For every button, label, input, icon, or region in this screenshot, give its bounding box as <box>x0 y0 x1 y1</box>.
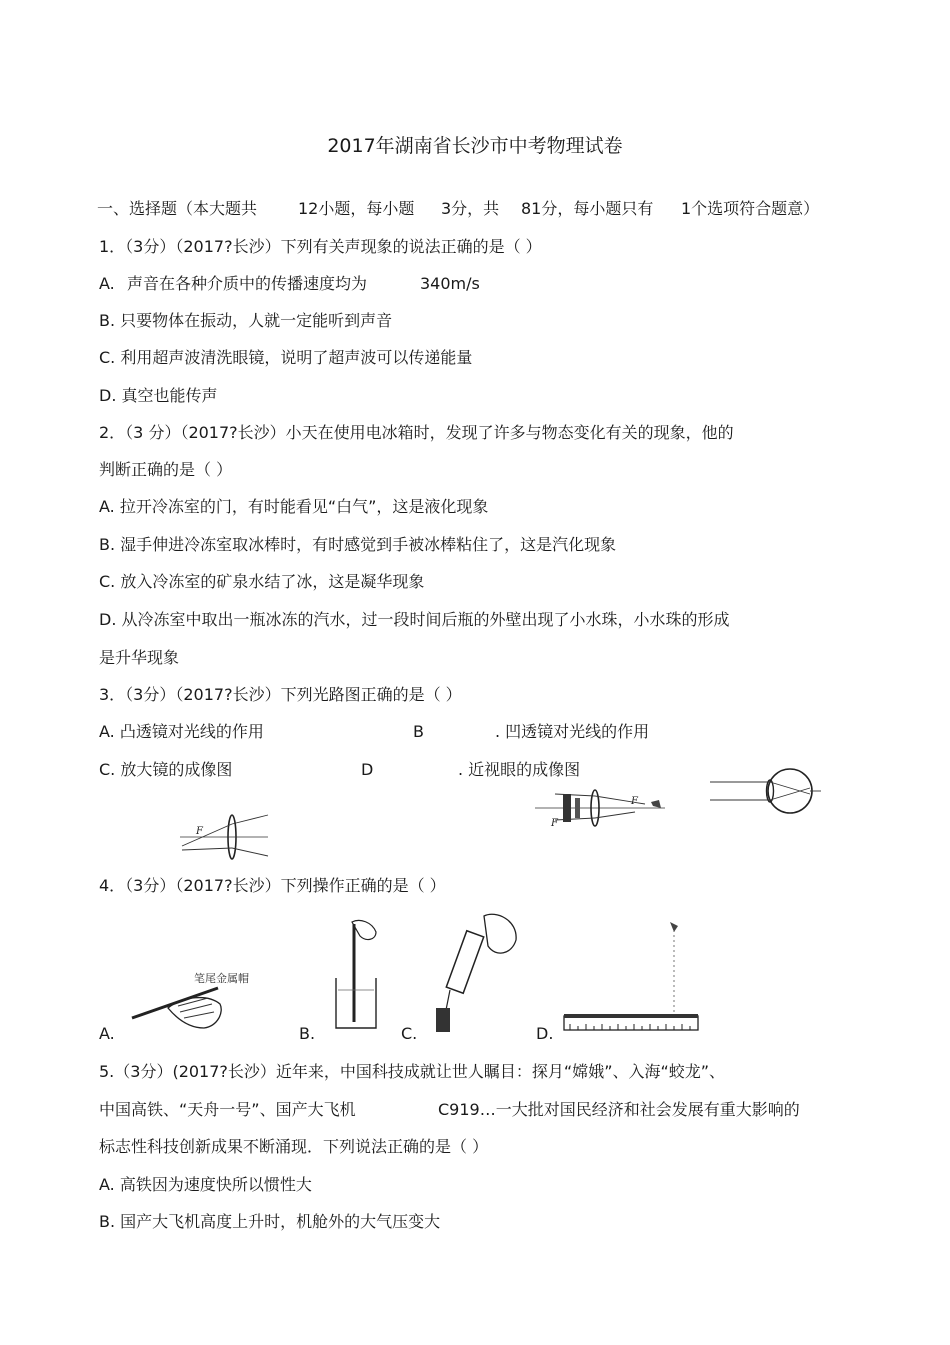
q2-stem-line-1: 2．（3 分）（2017?长沙）小天在使用电冰箱时，发现了许多与物态变化有关的现象，他的 <box>99 423 734 442</box>
q1-option-c: C. 利用超声波清洗眼镜，说明了超声波可以传递能量 <box>99 348 473 367</box>
ruler-measurement-diagram <box>562 918 702 1038</box>
q3-option-b-text: . 凹透镜对光线的作用 <box>495 722 650 741</box>
q5-stem-line-2-part-1: 中国高铁、“天舟一号”、国产大飞机 <box>99 1100 356 1119</box>
q3-option-b-label: B <box>413 722 424 741</box>
q4-option-a: A. <box>99 1024 115 1043</box>
myopia-eye-diagram <box>708 766 823 816</box>
q2-option-d-line-2: 是升华现象 <box>99 648 180 667</box>
section-heading-part-5: 1个选项符合题意） <box>681 199 820 218</box>
q5-stem-line-1: 5.（3分）(2017?长沙）近年来，中国科技成就让世人瞩目：探月“嫦娥”、入海“蛟龙”、 <box>99 1062 726 1081</box>
q2-option-a: A. 拉开冷冻室的门，有时能看见“白气”，这是液化现象 <box>99 497 489 516</box>
section-heading-part-1: 一、选择题（本大题共 <box>97 199 258 218</box>
page-title: 2017年湖南省长沙市中考物理试卷 <box>327 135 623 157</box>
beaker-thermometer-diagram <box>332 918 382 1030</box>
q1-option-b: B. 只要物体在振动，人就一定能听到声音 <box>99 311 393 330</box>
q5-stem-line-2-part-2: C919…一大批对国民经济和社会发展有重大影响的 <box>438 1100 800 1119</box>
q1-option-a-label: A. <box>99 274 115 293</box>
q3-option-a: A. 凸透镜对光线的作用 <box>99 722 264 741</box>
pen-label: 笔尾金属帽 <box>194 972 249 985</box>
q4-option-c: C. <box>401 1024 418 1043</box>
q3-option-d-text: . 近视眼的成像图 <box>458 760 581 779</box>
test-pen-diagram <box>128 968 273 1030</box>
q2-option-b: B. 湿手伸进冷冻室取冰棒时，有时感觉到手被冰棒粘住了，这是汽化现象 <box>99 535 617 554</box>
q4-stem: 4．（3分）（2017?长沙）下列操作正确的是（ ） <box>99 876 446 895</box>
section-heading-part-3: 3分，共 <box>441 199 500 218</box>
q2-option-c: C. 放入冷冻室的矿泉水结了冰，这是凝华现象 <box>99 572 425 591</box>
q3-stem: 3．（3分）（2017?长沙）下列光路图正确的是（ ） <box>99 685 462 704</box>
q5-option-b: B. 国产大飞机高度上升时，机舱外的大气压变大 <box>99 1212 441 1231</box>
section-heading-part-4: 81分，每小题只有 <box>521 199 654 218</box>
q1-stem: 1．（3分）（2017?长沙）下列有关声现象的说法正确的是（ ） <box>99 237 542 256</box>
spring-scale-diagram <box>432 910 522 1035</box>
section-heading-part-2: 12小题，每小题 <box>298 199 415 218</box>
q5-option-a: A. 高铁因为速度快所以惯性大 <box>99 1175 312 1194</box>
q4-option-d: D. <box>536 1024 554 1043</box>
q4-option-b: B. <box>299 1024 316 1043</box>
q3-option-d-label: D <box>361 760 374 779</box>
q1-option-a-text: 声音在各种介质中的传播速度均为 <box>127 274 368 293</box>
focal-point-label-right: F <box>631 796 638 807</box>
q1-option-d: D. 真空也能传声 <box>99 386 218 405</box>
focal-point-label: F <box>196 826 203 837</box>
magnifier-diagram <box>535 786 667 828</box>
q2-stem-line-2: 判断正确的是（ ） <box>99 460 233 479</box>
q5-stem-line-3: 标志性科技创新成果不断涌现．下列说法正确的是（ ） <box>99 1137 489 1156</box>
focal-point-label-left: F <box>551 818 558 828</box>
q1-option-a-value: 340m/s <box>420 274 480 293</box>
q3-option-c: C. 放大镜的成像图 <box>99 760 233 779</box>
convex-lens-diagram <box>178 812 270 862</box>
q2-option-d-line-1: D. 从冷冻室中取出一瓶冰冻的汽水，过一段时间后瓶的外壁出现了小水珠，小水珠的形成 <box>99 610 730 629</box>
